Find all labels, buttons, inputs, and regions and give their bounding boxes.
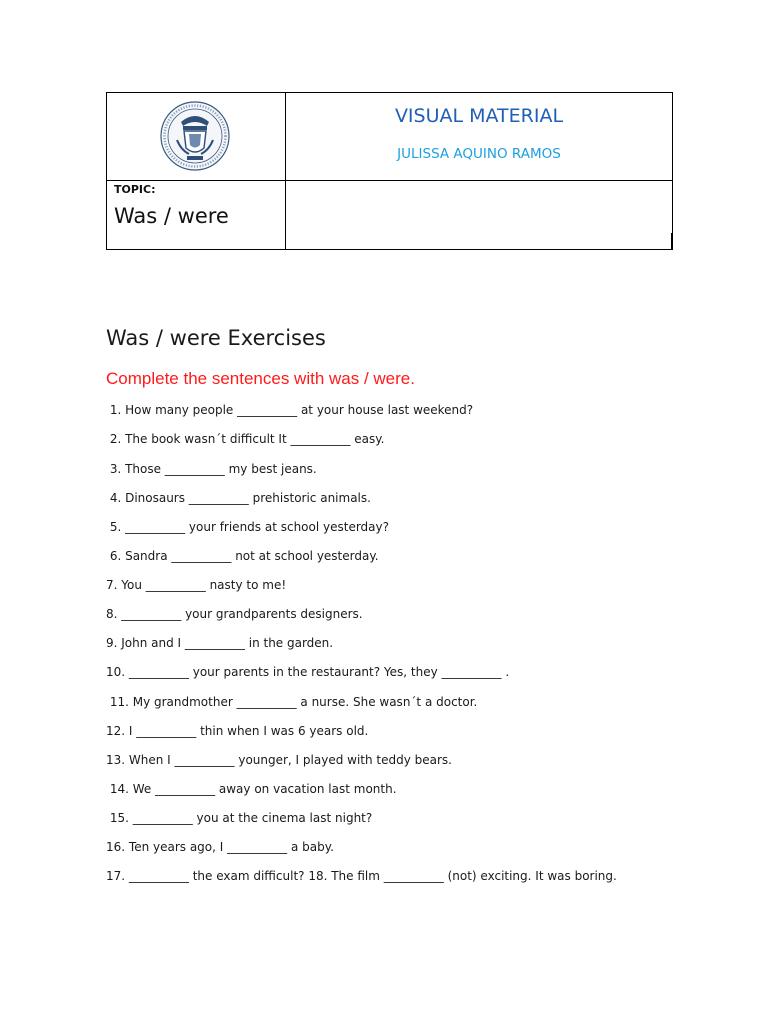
- exercise-item: 11. My grandmother __________ a nurse. She wasn´t a doctor.: [106, 695, 478, 709]
- exercise-item: 7. You __________ nasty to me!: [106, 578, 287, 592]
- exercise-item: 5. __________ your friends at school yesterday?: [106, 520, 390, 534]
- cell-border-tick: [671, 233, 672, 249]
- exercise-item: 12. I __________ thin when I was 6 years old.: [106, 724, 369, 738]
- exercise-item: 13. When I __________ younger, I played with teddy bears.: [106, 753, 452, 767]
- exercise-item: 1. How many people __________ at your house last weekend?: [106, 403, 474, 417]
- topic-value: Was / were: [114, 204, 229, 228]
- exercise-item: 10. __________ your parents in the restaurant? Yes, they __________ .: [106, 665, 510, 679]
- exercise-item: 2. The book wasn´t difficult It __________ easy.: [106, 432, 385, 446]
- exercise-item: 14. We __________ away on vacation last month.: [106, 782, 397, 796]
- exercise-item: 16. Ten years ago, I __________ a baby.: [106, 840, 334, 854]
- logo-cell: [107, 93, 286, 181]
- university-seal-logo: [159, 100, 231, 172]
- empty-cell: [286, 181, 672, 249]
- exercise-item: 6. Sandra __________ not at school yesterday.: [106, 549, 379, 563]
- exercise-item: 17. __________ the exam difficult? 18. The film __________ (not) exciting. It was boring.: [106, 869, 617, 883]
- title-cell: [286, 93, 672, 181]
- exercise-item: 9. John and I __________ in the garden.: [106, 636, 334, 650]
- section-heading: Was / were Exercises: [106, 326, 326, 350]
- document-title: VISUAL MATERIAL: [394, 105, 564, 127]
- header-table: [106, 92, 673, 250]
- document-author: JULISSA AQUINO RAMOS: [397, 146, 561, 162]
- instruction-text: Complete the sentences with was / were.: [106, 369, 415, 388]
- exercise-item: 4. Dinosaurs __________ prehistoric animals.: [106, 491, 371, 505]
- topic-label: TOPIC:: [114, 183, 156, 196]
- exercise-item: 3. Those __________ my best jeans.: [106, 462, 317, 476]
- topic-cell: [107, 181, 286, 249]
- exercise-item: 8. __________ your grandparents designers.: [106, 607, 363, 621]
- exercise-item: 15. __________ you at the cinema last night?: [106, 811, 373, 825]
